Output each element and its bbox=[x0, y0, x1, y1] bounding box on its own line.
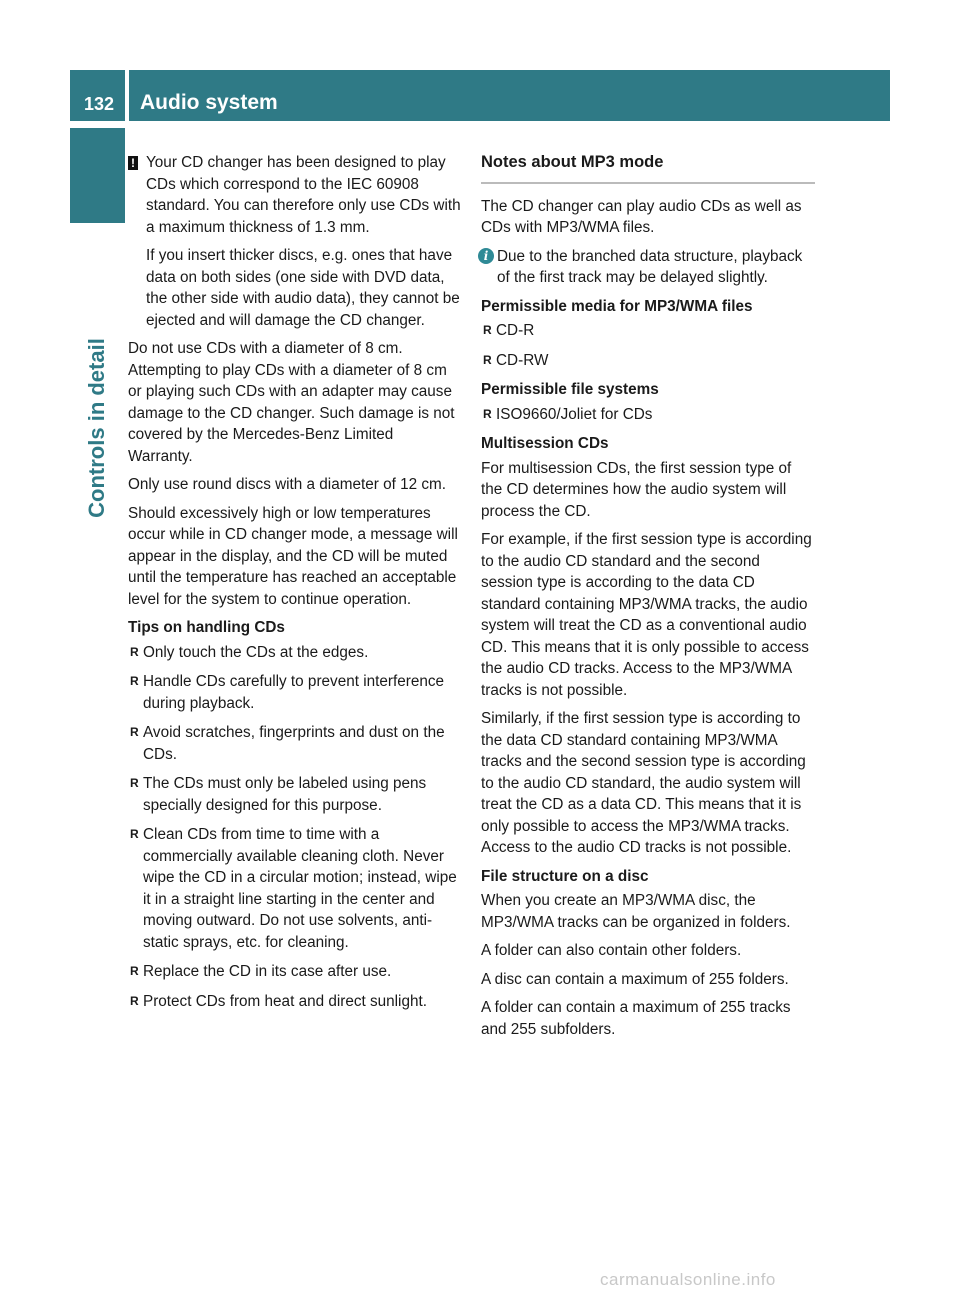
body-paragraph: For example, if the first session type is according to the audio CD standard and the second session type is according to the data CD standard containing MP3/WMA tracks, the audio system will treat the CD as a conventional audio CD. This means that it is only possible to access the audio CD tracks. Access to the MP3/WMA tracks is not possible. bbox=[481, 531, 812, 699]
list-item: R ISO9660/Joliet for CDs bbox=[481, 404, 815, 426]
section-title: Notes about MP3 mode bbox=[481, 152, 815, 184]
list-item: R Clean CDs from time to time with a commercially available cleaning cloth. Never wipe the CD in a circular motion; instead, wipe it in a straight line starting in the center and moving outward. Do not use solvents, anti-static sprays, etc. for cleaning. bbox=[128, 824, 462, 953]
right-column bbox=[481, 152, 815, 1047]
body-paragraph: Do not use CDs with a diameter of 8 cm. Attempting to play CDs with a diameter of 8 cm or playing such CDs with an adapter may cause damage to the CD changer. Such damage is not covered by the Mercedes-Benz Limited Warranty. bbox=[128, 340, 455, 465]
tips-heading: Tips on handling CDs bbox=[128, 619, 285, 636]
page-number: 132 bbox=[70, 70, 125, 121]
filesystems-list bbox=[481, 404, 815, 426]
multisession-heading: Multisession CDs bbox=[481, 435, 609, 452]
watermark: carmanualsonline.info bbox=[600, 1270, 776, 1289]
body-paragraph: Should excessively high or low temperatures occur while in CD changer mode, a message will appear in the display, and the CD will be muted until the temperature has reached an acceptable level for the system to continue operation. bbox=[128, 504, 458, 608]
sidebar-tab bbox=[70, 128, 125, 223]
media-list bbox=[481, 320, 815, 371]
info-text: Due to the branched data structure, playback of the first track may be delayed slightly. bbox=[497, 247, 803, 286]
sidebar-section-label: Controls in detail bbox=[84, 338, 109, 518]
body-paragraph: For multisession CDs, the first session type of the CD determines how the audio system will process the CD. bbox=[481, 459, 792, 520]
sidebar-section bbox=[71, 338, 123, 518]
info-note bbox=[481, 246, 815, 289]
body-paragraph: When you create an MP3/WMA disc, the MP3/WMA tracks can be organized in folders. bbox=[481, 892, 791, 931]
tips-list bbox=[128, 642, 462, 1013]
intro-paragraph: The CD changer can play audio CDs as well as CDs with MP3/WMA files. bbox=[481, 197, 802, 236]
warning-paragraph: If you insert thicker discs, e.g. ones that have data on both sides (one side with DVD data, the other side with audio data), they cannot be ejected and will damage the CD changer. bbox=[146, 247, 460, 329]
left-column bbox=[128, 152, 462, 1020]
page-title: Audio system bbox=[129, 70, 890, 121]
list-item: R CD-RW bbox=[481, 350, 815, 372]
body-paragraph: A folder can contain a maximum of 255 tracks and 255 subfolders. bbox=[481, 999, 791, 1038]
warning-icon: ! bbox=[128, 156, 138, 170]
list-item: R Protect CDs from heat and direct sunlight. bbox=[128, 991, 462, 1013]
structure-heading: File structure on a disc bbox=[481, 867, 649, 885]
info-icon: i bbox=[478, 248, 494, 264]
body-paragraph: A disc can contain a maximum of 255 folders. bbox=[481, 970, 789, 988]
filesystems-heading: Permissible file systems bbox=[481, 381, 659, 398]
warning-note bbox=[128, 152, 462, 331]
list-item: R Handle CDs carefully to prevent interference during playback. bbox=[128, 671, 462, 714]
warning-paragraph: Your CD changer has been designed to play CDs which correspond to the IEC 60908 standard. You can therefore only use CDs with a maximum thickness of 1.3 mm. bbox=[146, 154, 461, 236]
body-paragraph: A folder can also contain other folders. bbox=[481, 942, 742, 959]
body-paragraph: Only use round discs with a diameter of 12 cm. bbox=[128, 476, 446, 493]
list-item: R CD-R bbox=[481, 320, 815, 342]
list-item: R The CDs must only be labeled using pens specially designed for this purpose. bbox=[128, 773, 462, 816]
body-paragraph: Similarly, if the first session type is according to the data CD standard containing MP3/WMA tracks and the second session type is according to the audio CD standard, the audio system will treat the CD as a data CD. This means that it is only possible to access the MP3/WMA tracks. Access to the audio CD tracks is not possible. bbox=[481, 710, 806, 856]
media-heading: Permissible media for MP3/WMA files bbox=[481, 297, 753, 315]
list-item: R Only touch the CDs at the edges. bbox=[128, 642, 462, 664]
list-item: R Replace the CD in its case after use. bbox=[128, 961, 462, 983]
list-item: R Avoid scratches, fingerprints and dust on the CDs. bbox=[128, 722, 462, 765]
